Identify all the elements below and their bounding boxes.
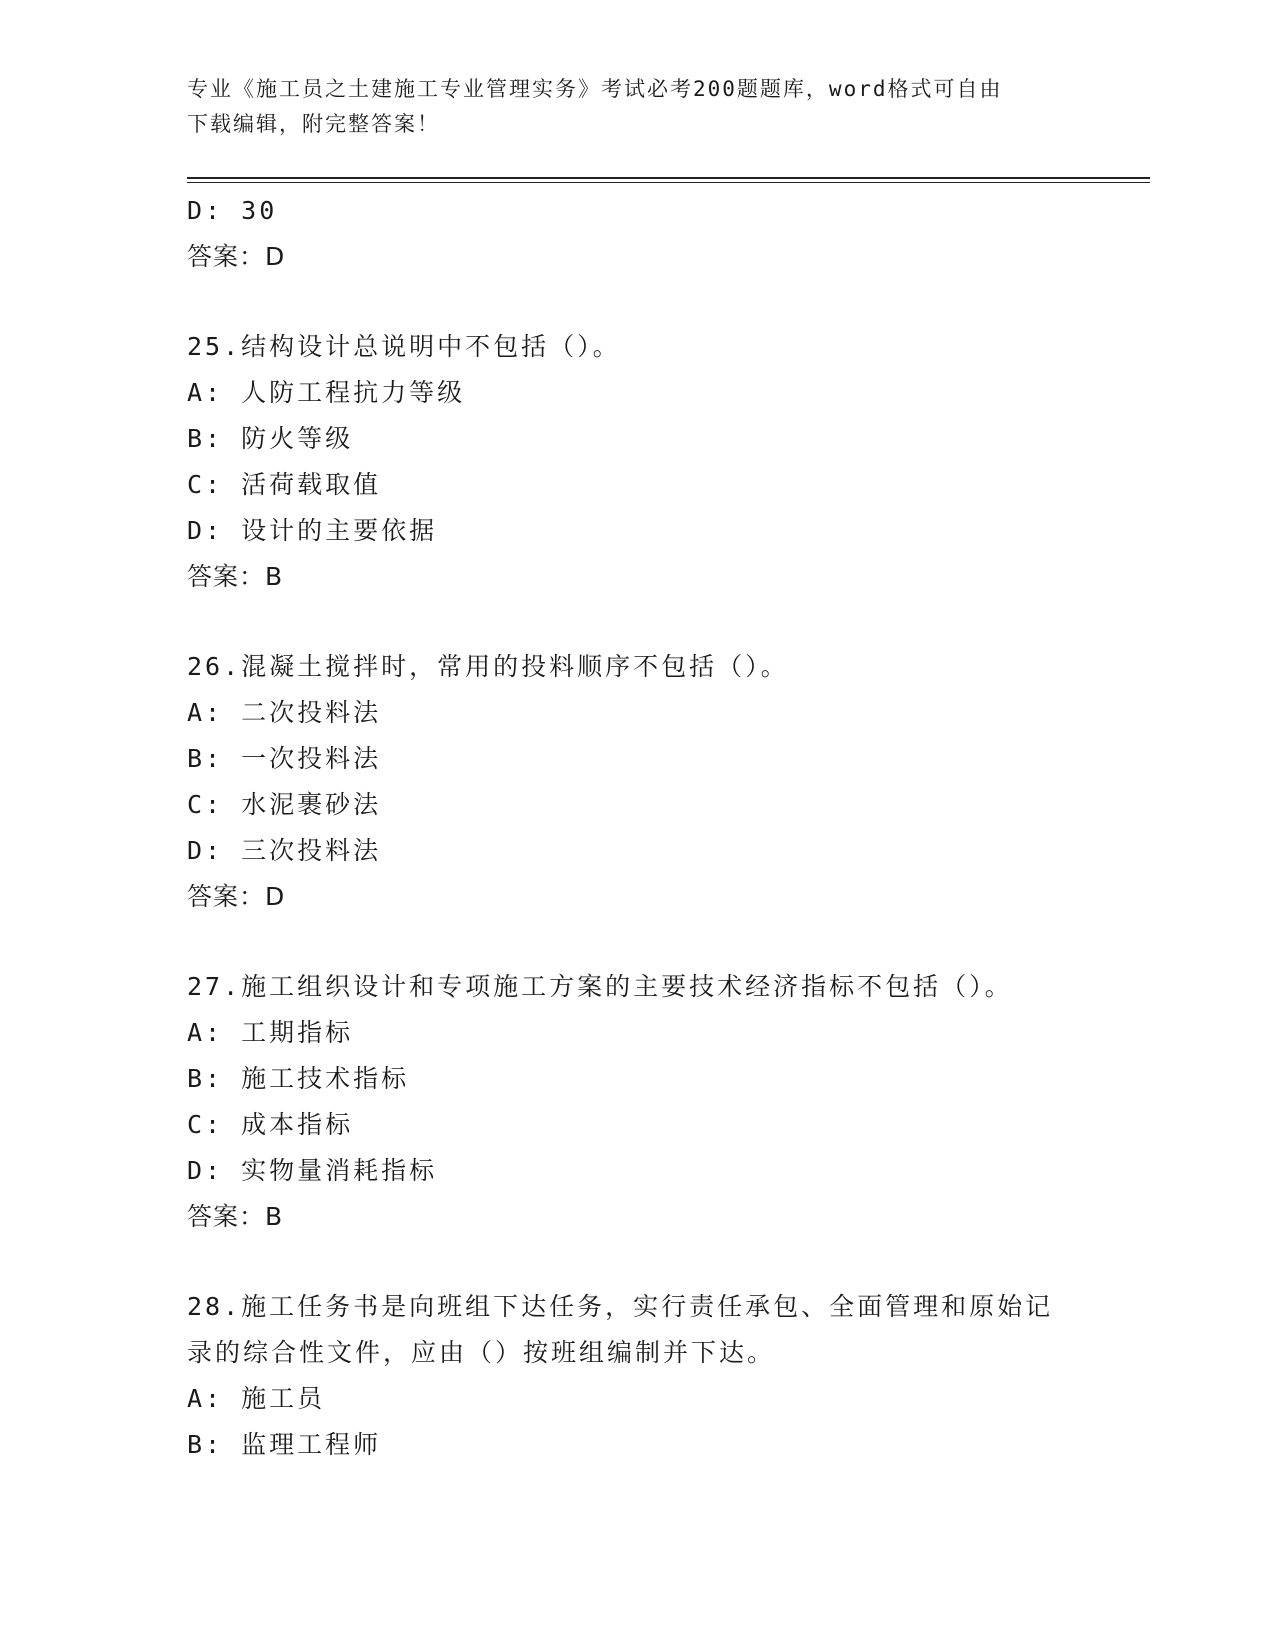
option-b: B: 监理工程师 bbox=[187, 1430, 382, 1459]
option-c: C: 活荷载取值 bbox=[187, 470, 382, 499]
header-title-line-1: 专业《施工员之土建施工专业管理实务》考试必考200题题库，word格式可自由 bbox=[187, 77, 1003, 101]
option-a: A: 施工员 bbox=[187, 1384, 326, 1413]
option-d: D: 30 bbox=[187, 196, 278, 225]
option-a: A: 工期指标 bbox=[187, 1018, 354, 1047]
question-text-line-1: 28.施工任务书是向班组下达任务，实行责任承包、全面管理和原始记 bbox=[187, 1292, 1054, 1321]
question-block-28 bbox=[187, 1284, 1087, 1468]
option-a: A: 人防工程抗力等级 bbox=[187, 378, 466, 407]
question-block-27 bbox=[187, 964, 1087, 1240]
question-block-prev bbox=[187, 188, 1087, 280]
option-b: B: 一次投料法 bbox=[187, 744, 382, 773]
option-d: D: 实物量消耗指标 bbox=[187, 1156, 438, 1185]
question-text: 27.施工组织设计和专项施工方案的主要技术经济指标不包括（）。 bbox=[187, 972, 1013, 1001]
question-text-line-2: 录的综合性文件，应由（）按班组编制并下达。 bbox=[187, 1338, 776, 1367]
option-b: B: 防火等级 bbox=[187, 424, 354, 453]
option-a: A: 二次投料法 bbox=[187, 698, 382, 727]
header-divider-thin bbox=[187, 182, 1150, 183]
question-list bbox=[187, 188, 1087, 1468]
question-text: 26.混凝土搅拌时，常用的投料顺序不包括（）。 bbox=[187, 652, 789, 681]
option-d: D: 三次投料法 bbox=[187, 836, 382, 865]
question-text: 25.结构设计总说明中不包括（）。 bbox=[187, 332, 621, 361]
option-c: C: 水泥裹砂法 bbox=[187, 790, 382, 819]
option-b: B: 施工技术指标 bbox=[187, 1064, 410, 1093]
answer: 答案：B bbox=[187, 562, 284, 591]
question-block-26 bbox=[187, 644, 1087, 920]
option-d: D: 设计的主要依据 bbox=[187, 516, 438, 545]
answer: 答案：D bbox=[187, 882, 286, 911]
answer: 答案：B bbox=[187, 1202, 284, 1231]
document-header bbox=[187, 72, 1087, 142]
header-title-line-2: 下载编辑，附完整答案！ bbox=[187, 112, 440, 136]
header-divider-thick bbox=[187, 177, 1150, 179]
answer: 答案：D bbox=[187, 242, 286, 271]
question-block-25 bbox=[187, 324, 1087, 600]
option-c: C: 成本指标 bbox=[187, 1110, 354, 1139]
